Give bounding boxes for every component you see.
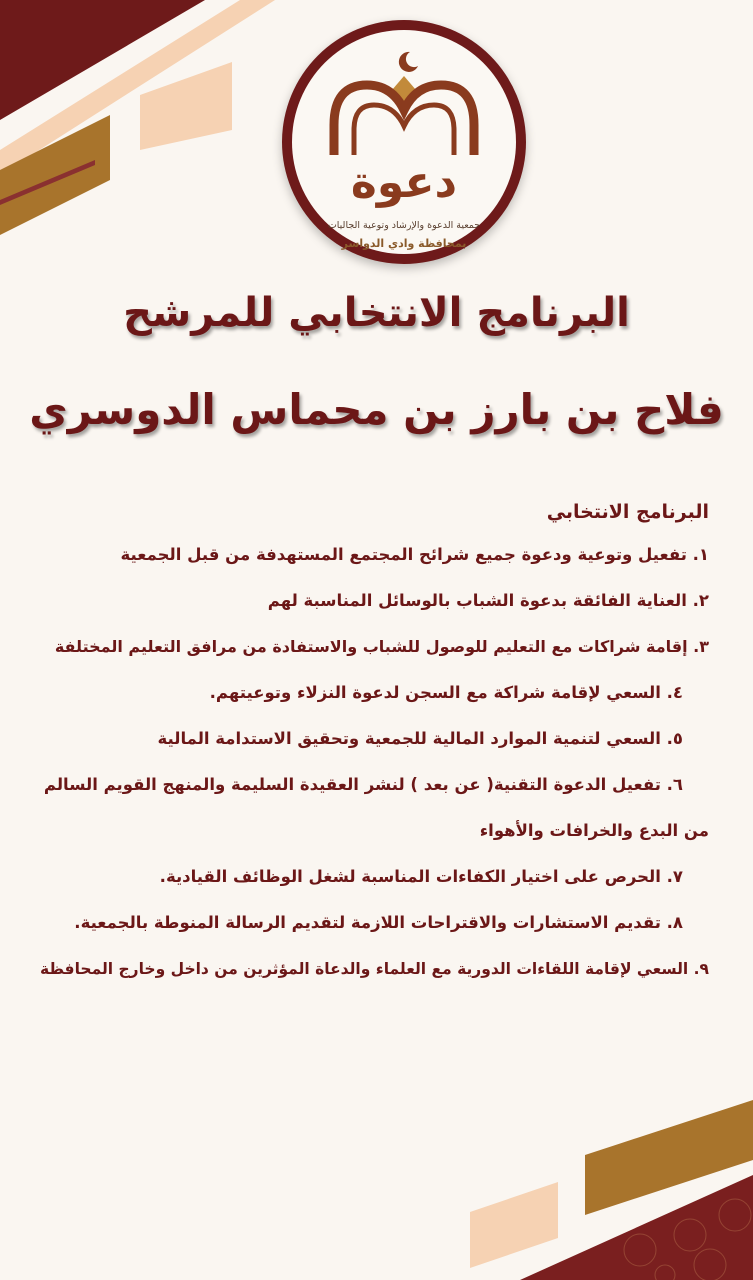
program-item-7: ٧. الحرص على اختيار الكفاءات المناسبة لشغل الوظائف القيادية. xyxy=(159,867,683,886)
candidate-name: فلاح بن بارز بن محماس الدوسري xyxy=(29,385,724,434)
title-line-1: البرنامج الانتخابي للمرشح xyxy=(123,290,630,336)
program-item-5: ٥. السعي لتنمية الموارد المالية للجمعية وتحقيق الاستدامة المالية xyxy=(157,729,683,748)
program-content xyxy=(40,492,709,992)
logo-word: دعوة xyxy=(350,157,458,208)
logo xyxy=(282,20,526,264)
program-item-8: ٨. تقديم الاستشارات والاقتراحات اللازمة لتقديم الرسالة المنوطة بالجمعية. xyxy=(74,913,683,932)
program-item-6: ٦. تفعيل الدعوة التقنية( عن بعد ) لنشر العقيدة السليمة والمنهج القويم السالم من البدع والخرافات والأهواء xyxy=(43,775,709,840)
stripe-peach-bottom xyxy=(470,1182,558,1268)
program-item-2: ٢. العناية الفائقة بدعوة الشباب بالوسائل المناسبة لهم xyxy=(267,591,709,610)
logo-inner-circle xyxy=(292,30,516,254)
program-heading: البرنامج الانتخابي xyxy=(546,501,709,523)
program-item-3: ٣. إقامة شراكات مع التعليم للوصول للشباب والاستفادة من مرافق التعليم المختلفة xyxy=(54,637,709,656)
program-item-4: ٤. السعي لإقامة شراكة مع السجن لدعوة النزلاء وتوعيتهم. xyxy=(209,683,683,702)
logo-subtitle: جمعية الدعوة والإرشاد وتوعية الجاليات xyxy=(327,220,481,231)
mosque-arch-icon xyxy=(292,30,516,160)
logo-location: بمحافظة وادي الدواسر xyxy=(341,237,467,250)
program-item-1: ١. تفعيل وتوعية ودعوة جميع شرائح المجتمع المستهدفة من قبل الجمعية xyxy=(120,545,709,564)
program-item-9: ٩. السعي لإقامة اللقاءات الدورية مع العلماء والدعاة المؤثرين من داخل وخارج المحافظة xyxy=(39,960,709,978)
crescent-icon xyxy=(399,52,418,72)
